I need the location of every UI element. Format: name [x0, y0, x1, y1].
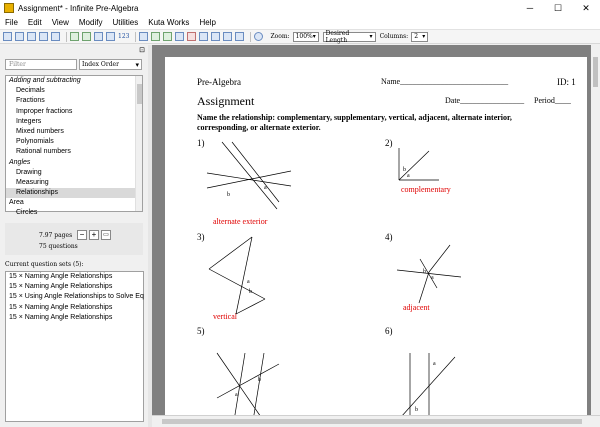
topic-list: [5, 75, 143, 217]
document-horizontal-scrollbar[interactable]: [152, 415, 600, 427]
answer-label: vertical: [213, 312, 237, 321]
topic-scrollbar[interactable]: [135, 76, 142, 211]
page-icon[interactable]: [106, 32, 115, 41]
topic-item[interactable]: Drawing: [16, 168, 42, 176]
angle-label: a: [433, 361, 436, 367]
decrease-button[interactable]: −: [77, 230, 87, 240]
answer-icon[interactable]: [223, 32, 232, 41]
topic-item[interactable]: Area: [9, 199, 24, 207]
diagram-2: [399, 148, 439, 180]
scrollbar-thumb[interactable]: [137, 84, 142, 104]
length-value: Desired Length: [325, 29, 350, 44]
ray-line: [397, 270, 461, 277]
crossing-line: [217, 353, 263, 420]
angle-label: a: [431, 275, 434, 281]
segment-line: [209, 237, 252, 269]
new-file-icon[interactable]: [3, 32, 12, 41]
shuffle-icon[interactable]: [151, 32, 160, 41]
menu-file[interactable]: File: [5, 18, 18, 27]
topic-item[interactable]: Rational numbers: [16, 148, 71, 156]
angle-label: b: [258, 377, 261, 383]
topic-item[interactable]: Improper fractions: [16, 107, 73, 115]
course-name: Pre-Algebra: [197, 77, 241, 87]
question-number: 1): [197, 138, 205, 148]
period-field: Period____: [534, 96, 571, 105]
angle-label: b: [415, 407, 418, 413]
topic-item[interactable]: Polynomials: [16, 138, 54, 146]
redo-icon[interactable]: [82, 32, 91, 41]
angle-label: b: [423, 269, 426, 275]
fraction-icon[interactable]: [187, 32, 196, 41]
questions-count: 75 questions: [39, 243, 78, 250]
maximize-button[interactable]: ☐: [553, 2, 563, 13]
name-field: Name___________________________: [381, 77, 509, 86]
app-icon: [4, 3, 14, 13]
open-file-icon[interactable]: [15, 32, 24, 41]
zoom-label: Zoom:: [270, 33, 290, 40]
answer-label: complementary: [401, 185, 451, 194]
angle-label: a: [264, 185, 267, 191]
increase-button[interactable]: +: [89, 230, 99, 240]
angle-diagrams: [165, 57, 587, 427]
format-icon[interactable]: [211, 32, 220, 41]
chevron-down-icon: ▾: [312, 33, 316, 40]
print-icon[interactable]: [51, 32, 60, 41]
question-set-item[interactable]: 15 × Naming Angle Relationships: [9, 283, 113, 291]
document-vertical-scrollbar[interactable]: [591, 45, 600, 415]
window-title: Assignment* - Infinite Pre-Algebra: [18, 3, 139, 13]
topic-category[interactable]: Angles: [9, 158, 31, 166]
question-number: 2): [385, 138, 393, 148]
segment-line: [236, 237, 252, 314]
ray-line: [399, 151, 429, 180]
question-number: 3): [197, 232, 205, 242]
filter-input[interactable]: Filter: [5, 59, 77, 70]
question-number: 6): [385, 326, 393, 336]
order-select[interactable]: Index Order ▾: [79, 59, 142, 70]
topic-item[interactable]: Circles: [16, 209, 38, 217]
columns-select[interactable]: [411, 32, 428, 42]
toolbar-separator: [250, 32, 251, 42]
length-select[interactable]: [323, 29, 376, 44]
columns-value: 2: [414, 33, 419, 40]
save-icon[interactable]: [27, 32, 36, 41]
columns-icon[interactable]: [235, 32, 244, 41]
topic-item[interactable]: Fractions: [16, 97, 45, 105]
toolbar-separator: [66, 32, 67, 42]
crossing-line: [207, 171, 291, 188]
id-label: ID: 1: [557, 77, 576, 87]
topic-item-selected[interactable]: Relationships: [6, 188, 142, 198]
diagram-1: [207, 142, 291, 209]
save-as-icon[interactable]: [39, 32, 48, 41]
angle-label: b: [249, 289, 252, 295]
link-icon[interactable]: [175, 32, 184, 41]
scrollbar-thumb[interactable]: [162, 419, 582, 424]
toolbar: [0, 30, 600, 44]
topic-item[interactable]: Measuring: [16, 178, 49, 186]
segment-line: [236, 299, 265, 314]
document-area: [152, 45, 600, 427]
menu-help[interactable]: Help: [199, 18, 216, 27]
menu-edit[interactable]: Edit: [27, 18, 42, 27]
minimize-button[interactable]: ─: [526, 3, 534, 13]
page-title: Assignment: [197, 94, 255, 108]
transversal-line: [401, 357, 455, 417]
globe-icon[interactable]: [254, 32, 263, 41]
sets-label: Current question sets (5):: [5, 261, 84, 268]
zoom-select[interactable]: [293, 32, 319, 42]
pages-count: 7.97 pages: [39, 232, 73, 239]
date-field: Date________________: [445, 96, 525, 105]
zoom-search-icon[interactable]: [139, 32, 148, 41]
topic-item[interactable]: Mixed numbers: [16, 127, 64, 135]
menu-view[interactable]: View: [51, 18, 69, 27]
document-icon[interactable]: [94, 32, 103, 41]
topic-category[interactable]: Adding and subtracting: [9, 77, 81, 84]
question-number: 4): [385, 232, 393, 242]
question-number: 5): [197, 326, 205, 336]
numbering-icon[interactable]: 123: [118, 33, 130, 40]
angle-label: b: [403, 167, 406, 173]
toolbar-separator: [135, 32, 136, 42]
topic-item[interactable]: Integers: [16, 117, 42, 125]
worksheet-page: [165, 57, 587, 427]
transversal-line: [232, 142, 279, 202]
menu-kuta-works[interactable]: Kuta Works: [148, 18, 190, 27]
segment-line: [209, 269, 265, 299]
question-set-item[interactable]: 15 × Naming Angle Relationships: [9, 313, 113, 321]
diagram-3: [209, 237, 265, 314]
undo-icon[interactable]: [70, 32, 79, 41]
close-button[interactable]: ✕: [582, 2, 590, 13]
columns-label: Columns:: [379, 33, 409, 40]
answer-label: adjacent: [403, 303, 430, 312]
ray-line: [429, 245, 450, 272]
question-set-item[interactable]: 15 × Naming Angle Relationships: [9, 273, 113, 280]
regenerate-icon[interactable]: [163, 32, 172, 41]
question-sets-list: [5, 271, 144, 422]
instructions: Name the relationship: complementary, supplementary, vertical, adjacent, alternate interior, corresponding, or alternate exterior.: [197, 113, 512, 132]
scrollbar-thumb[interactable]: [593, 57, 598, 87]
angle-label: a: [235, 392, 238, 398]
chevron-down-icon: ▾: [422, 33, 426, 40]
menu-modify[interactable]: Modify: [78, 18, 103, 27]
answer-label: alternate exterior: [213, 217, 268, 226]
menu-bar: [0, 16, 600, 30]
chevron-down-icon: ▾: [369, 33, 373, 40]
question-set-item[interactable]: 15 × Naming Angle Relationships: [9, 303, 113, 311]
crossing-line: [217, 364, 279, 398]
zoom-value: 100%: [295, 33, 313, 40]
menu-utilities[interactable]: Utilities: [112, 18, 139, 27]
clear-icon[interactable]: ▭: [101, 230, 111, 240]
ray-line: [419, 272, 429, 303]
angle-label: a: [407, 173, 410, 179]
diagram-4: [397, 245, 461, 303]
stats-box: [5, 223, 143, 255]
pin-icon[interactable]: ⊡: [139, 47, 145, 54]
angle-label: a: [247, 279, 250, 285]
left-panel: [0, 45, 148, 427]
angle-label: b: [227, 192, 230, 198]
title-bar: [0, 0, 600, 16]
topic-item[interactable]: Decimals: [16, 87, 45, 95]
question-set-item[interactable]: 15 × Using Angle Relationships to Solve Eq: [9, 293, 144, 301]
spacing-icon[interactable]: [199, 32, 208, 41]
